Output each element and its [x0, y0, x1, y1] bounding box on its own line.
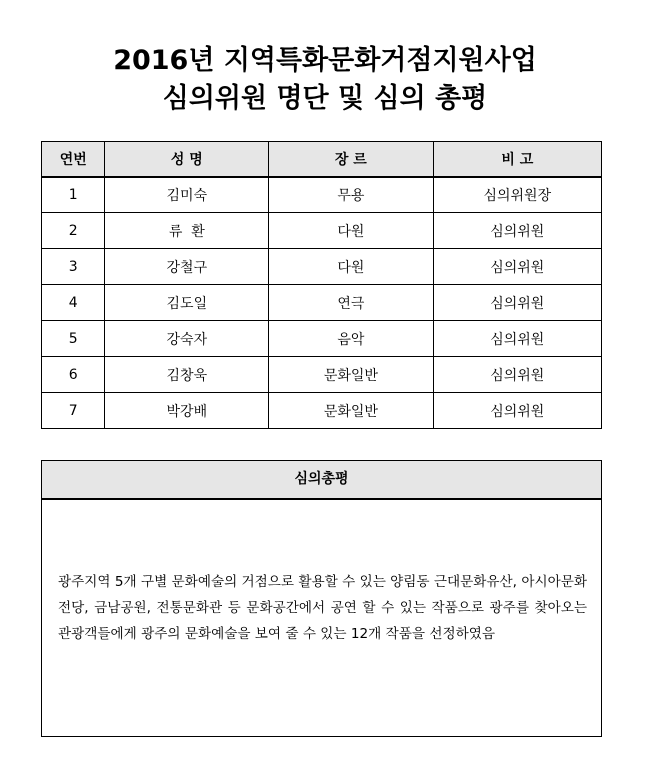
row-number: 4: [42, 285, 105, 321]
row-note: 심의위원: [433, 321, 601, 357]
table-row: [42, 357, 602, 393]
committee-member-table: [41, 141, 602, 429]
row-name: 김도일: [105, 285, 269, 321]
row-genre: 다원: [269, 213, 433, 249]
header-name: 성 명: [105, 142, 269, 177]
row-name: 류 환: [105, 213, 269, 249]
row-number: 6: [42, 357, 105, 393]
document-subtitle: 심의위원 명단 및 심의 총평: [162, 83, 488, 114]
row-note: 심의위원장: [433, 177, 601, 213]
table-row: [42, 285, 602, 321]
row-note: 심의위원: [433, 249, 601, 285]
row-name: 강숙자: [105, 321, 269, 357]
row-number: 3: [42, 249, 105, 285]
header-note: 비 고: [433, 142, 601, 177]
row-genre: 문화일반: [269, 393, 433, 429]
header-number: 연번: [42, 142, 105, 177]
row-note: 심의위원: [433, 393, 601, 429]
document-title: 2016년 지역특화문화거점지원사업: [113, 45, 537, 76]
row-note: 심의위원: [433, 357, 601, 393]
row-genre: 연극: [269, 285, 433, 321]
row-genre: 무용: [269, 177, 433, 213]
table-row: [42, 177, 602, 213]
row-number: 1: [42, 177, 105, 213]
row-name: 김창욱: [105, 357, 269, 393]
review-heading: 심의총평: [42, 461, 601, 500]
row-number: 2: [42, 213, 105, 249]
review-box: [41, 460, 602, 737]
table-row: [42, 321, 602, 357]
table-row: [42, 393, 602, 429]
review-text: 광주지역 5개 구별 문화예술의 거점으로 활용할 수 있는 양림동 근대문화유산, 아시아문화전당, 금남공원, 전통문화관 등 문화공간에서 공연 할 수 있는 작품으로 광주를 찾아오는 관광객들에게 광주의 문화예술을 보여 줄 수 있는 12개 작품을 선정하였음: [58, 574, 587, 642]
row-name: 김미숙: [105, 177, 269, 213]
row-note: 심의위원: [433, 285, 601, 321]
table-row: [42, 213, 602, 249]
row-genre: 음악: [269, 321, 433, 357]
row-number: 7: [42, 393, 105, 429]
row-note: 심의위원: [433, 213, 601, 249]
table-header-row: [42, 142, 602, 177]
row-number: 5: [42, 321, 105, 357]
row-genre: 다원: [269, 249, 433, 285]
row-genre: 문화일반: [269, 357, 433, 393]
row-name: 박강배: [105, 393, 269, 429]
header-genre: 장 르: [269, 142, 433, 177]
row-name: 강철구: [105, 249, 269, 285]
table-row: [42, 249, 602, 285]
